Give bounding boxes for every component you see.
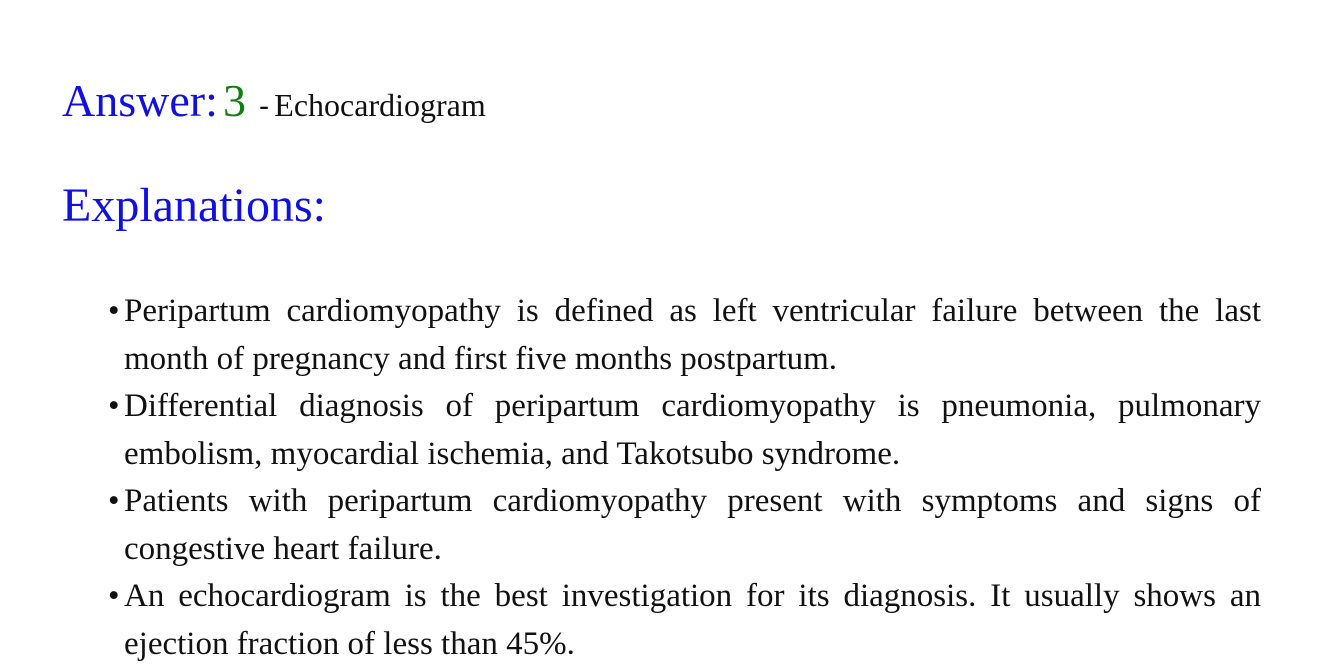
list-item bbox=[108, 288, 1261, 383]
list-item-text: Peripartum cardiomyopathy is defined as left ventricular failure between the last month of pregnancy and first five months postpartum. bbox=[124, 293, 1261, 377]
list-item bbox=[108, 383, 1261, 478]
answer-label: Answer: bbox=[62, 75, 218, 126]
list-item-text: An echocardiogram is the best investigation for its diagnosis. It usually shows an ejection fraction of less than 45%. bbox=[124, 578, 1261, 662]
answer-line bbox=[62, 75, 486, 126]
list-item bbox=[108, 478, 1261, 573]
explanations-heading: Explanations: bbox=[62, 179, 326, 232]
answer-text: Echocardiogram bbox=[274, 87, 486, 123]
explanations-list bbox=[108, 288, 1261, 668]
list-item bbox=[108, 573, 1261, 668]
answer-number: 3 bbox=[222, 75, 246, 126]
bullet-icon: • bbox=[108, 293, 120, 329]
bullet-icon: • bbox=[108, 578, 120, 614]
answer-separator: - bbox=[259, 89, 270, 124]
list-item-text: Differential diagnosis of peripartum cardiomyopathy is pneumonia, pulmonary embolism, myocardial ischemia, and Takotsubo syndrome. bbox=[124, 388, 1261, 472]
bullet-icon: • bbox=[108, 388, 120, 424]
bullet-icon: • bbox=[108, 483, 120, 519]
list-item-text: Patients with peripartum cardiomyopathy present with symptoms and signs of congestive heart failure. bbox=[124, 483, 1261, 567]
